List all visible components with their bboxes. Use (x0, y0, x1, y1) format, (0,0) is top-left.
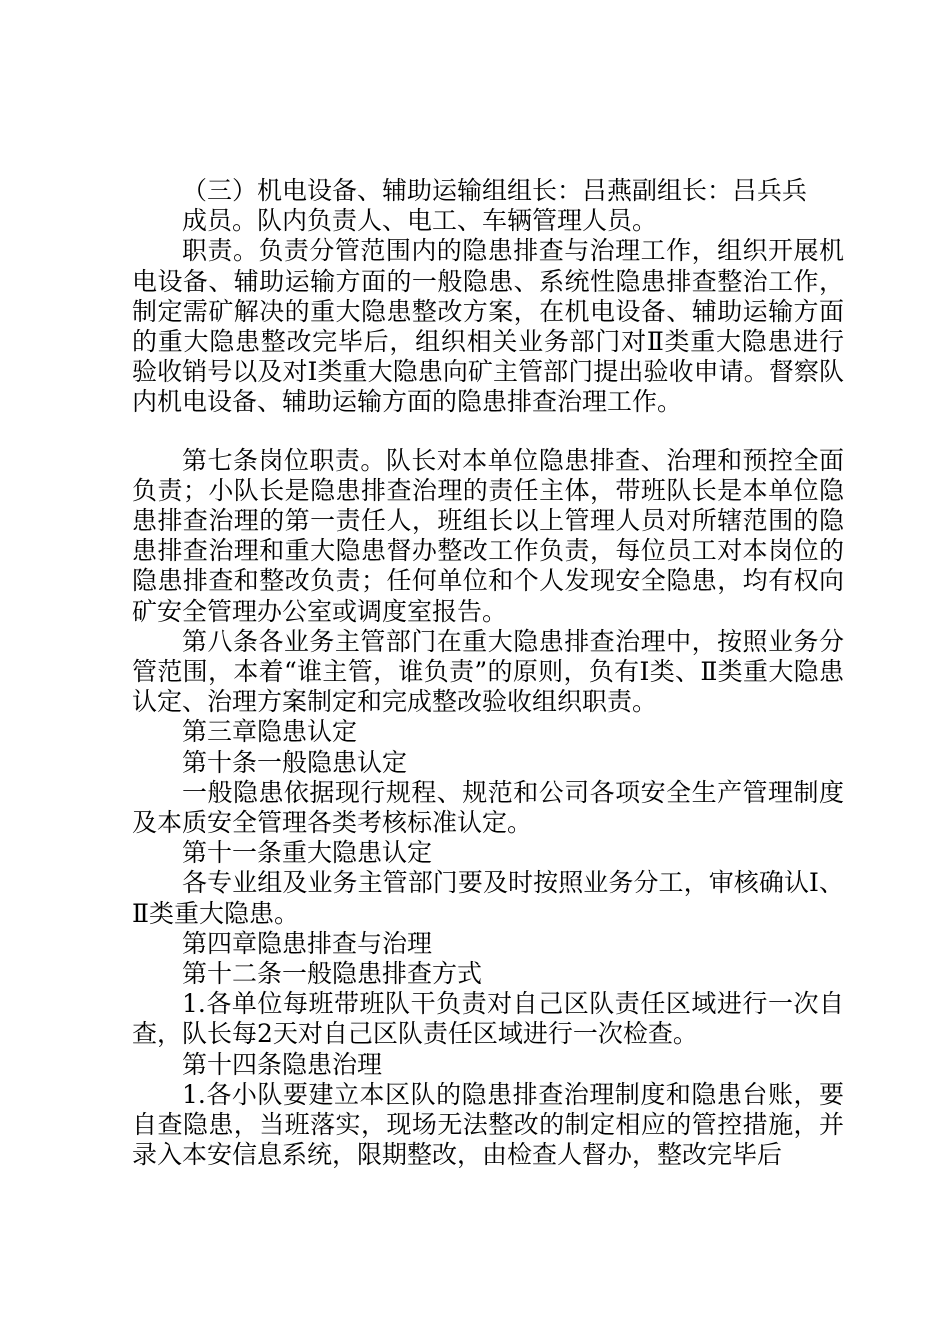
article-10-heading: 第十条一般隐患认定 (182, 747, 408, 777)
paragraph-members: 成员。队内负责人、电工、车辆管理人员。 (182, 206, 658, 236)
paragraph-article-8: 第八条各业务主管部门在重大隐患排查治理中，按照业务分管范围，本着“谁主管，谁负责”的原则，负有Ⅰ类、Ⅱ类重大隐患认定、治理方案制定和完成整改验收组织职责。 (132, 626, 844, 717)
paragraph-article-7: 第七条岗位职责。队长对本单位隐患排查、治理和预控全面负责；小队长是隐患排查治理的责任主体，带班队长是本单位隐患排查治理的第一责任人，班组长以上管理人员对所辖范围的隐患排查治理和重大隐患督办整改工作负责，每位员工对本岗位的隐患排查和整改负责；任何单位和个人发现安全隐患，均有权向矿安全管理办公室或调度室报告。 (132, 445, 844, 626)
paragraph-general-hazard: 一般隐患依据现行规程、规范和公司各项安全生产管理制度及本质安全管理各类考核标准认定。 (132, 777, 844, 838)
article-14-heading: 第十四条隐患治理 (182, 1049, 383, 1079)
paragraph-major-hazard: 各专业组及业务主管部门要及时按照业务分工，审核确认Ⅰ、Ⅱ类重大隐患。 (132, 868, 844, 928)
article-11-heading: 第十一条重大隐患认定 (182, 838, 433, 868)
paragraph-inspection-method: 1.各单位每班带班队干负责对自己区队责任区域进行一次自查，队长每2天对自己区队责任区域进行一次检查。 (132, 989, 844, 1049)
paragraph-duties: 职责。负责分管范围内的隐患排查与治理工作，组织开展机电设备、辅助运输方面的一般隐患、系统性隐患排查整治工作，制定需矿解决的重大隐患整改方案，在机电设备、辅助运输方面的重大隐患整改完毕后，组织相关业务部门对Ⅱ类重大隐患进行验收销号以及对Ⅰ类重大隐患向矿主管部门提出验收申请。督察队内机电设备、辅助运输方面的隐患排查治理工作。 (132, 236, 844, 417)
paragraph-hazard-governance: 1.各小队要建立本区队的隐患排查治理制度和隐患台账，要自查隐患，当班落实，现场无法整改的制定相应的管控措施，并录入本安信息系统，限期整改，由检查人督办，整改完毕后 (132, 1079, 844, 1170)
chapter-4-heading: 第四章隐患排查与治理 (182, 928, 433, 958)
document-body (132, 176, 844, 1171)
article-12-heading: 第十二条一般隐患排查方式 (182, 959, 483, 989)
paragraph-group-leaders: （三）机电设备、辅助运输组组长：吕燕副组长：吕兵兵 (182, 176, 808, 205)
chapter-3-heading: 第三章隐患认定 (182, 717, 358, 747)
